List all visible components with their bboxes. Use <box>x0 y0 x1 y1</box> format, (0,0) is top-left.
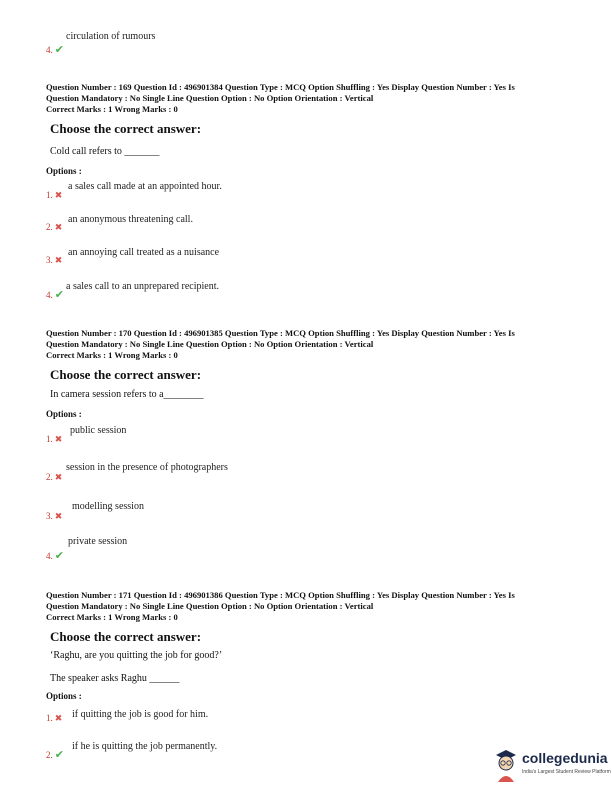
option-text: if quitting the job is good for him. <box>72 709 209 720</box>
option-number-label: 1. <box>46 434 53 444</box>
option-text: an anonymous threatening call. <box>68 214 193 225</box>
option-text: an annoying call treated as a nuisance <box>68 247 220 258</box>
option-number <box>46 222 62 233</box>
cross-icon: ✖ <box>54 511 63 521</box>
cross-icon: ✖ <box>54 472 63 482</box>
option-text: a sales call made at an appointed hour. <box>68 181 222 192</box>
option-number <box>46 549 64 562</box>
question-meta-line2: Question Mandatory : No Single Line Question Option : No Option Orientation : Vertical <box>46 601 374 611</box>
question-meta-line1: Question Number : 169 Question Id : 496901384 Question Type : MCQ Option Shuffling : Yes Display Question Number : Yes Is <box>46 82 515 92</box>
cross-icon: ✖ <box>54 434 63 444</box>
check-icon: ✔ <box>54 289 64 301</box>
option-number-label: 3. <box>46 255 53 265</box>
question-stem: In camera session refers to a________ <box>50 389 204 400</box>
option-number <box>46 511 62 522</box>
option-number-label: 2. <box>46 472 53 482</box>
logo-name: collegedunia <box>522 750 608 766</box>
option-number-label: 4. <box>46 551 53 561</box>
option-number <box>46 748 64 761</box>
option-number-label: 4. <box>46 45 53 55</box>
option-text: public session <box>70 425 127 436</box>
option-text: private session <box>68 536 128 547</box>
option-number <box>46 472 62 483</box>
option-number-label: 1. <box>46 190 53 200</box>
cross-icon: ✖ <box>54 222 63 232</box>
check-icon: ✔ <box>54 749 64 761</box>
question-meta-line2: Question Mandatory : No Single Line Question Option : No Option Orientation : Vertical <box>46 93 374 103</box>
question-meta-line1: Question Number : 171 Question Id : 496901386 Question Type : MCQ Option Shuffling : Yes Display Question Number : Yes Is <box>46 590 515 600</box>
option-text: modelling session <box>72 501 144 512</box>
option-text: if he is quitting the job permanently. <box>72 741 218 752</box>
question-marks: Correct Marks : 1 Wrong Marks : 0 <box>46 350 178 360</box>
option-number <box>46 713 62 724</box>
option-number <box>46 43 64 56</box>
options-label: Options : <box>46 166 82 176</box>
question-marks: Correct Marks : 1 Wrong Marks : 0 <box>46 104 178 114</box>
cross-icon: ✖ <box>54 713 63 723</box>
question-stem: Cold call refers to _______ <box>50 146 160 157</box>
options-label: Options : <box>46 691 82 701</box>
question-marks: Correct Marks : 1 Wrong Marks : 0 <box>46 612 178 622</box>
options-label: Options : <box>46 409 82 419</box>
check-icon: ✔ <box>54 44 64 56</box>
option-number-label: 2. <box>46 222 53 232</box>
cross-icon: ✖ <box>54 190 63 200</box>
option-number-label: 2. <box>46 750 53 760</box>
mascot-icon <box>492 748 520 784</box>
question-stem: The speaker asks Raghu ______ <box>50 673 180 684</box>
question-meta-line2: Question Mandatory : No Single Line Question Option : No Option Orientation : Vertical <box>46 339 374 349</box>
option-number <box>46 434 62 445</box>
question-meta-line1: Question Number : 170 Question Id : 496901385 Question Type : MCQ Option Shuffling : Yes Display Question Number : Yes Is <box>46 328 515 338</box>
option-number-label: 4. <box>46 290 53 300</box>
option-number-label: 3. <box>46 511 53 521</box>
option-number <box>46 190 62 201</box>
option-text: a sales call to an unprepared recipient. <box>66 281 219 292</box>
option-number <box>46 288 64 301</box>
option-text: circulation of rumours <box>66 31 156 42</box>
check-icon: ✔ <box>54 550 64 562</box>
logo-tagline: India's Largest Student Review Platform <box>522 769 611 775</box>
option-number-label: 1. <box>46 713 53 723</box>
question-heading: Choose the correct answer: <box>50 629 202 644</box>
question-heading: Choose the correct answer: <box>50 121 202 136</box>
cross-icon: ✖ <box>54 255 63 265</box>
option-text: session in the presence of photographers <box>66 462 228 473</box>
option-number <box>46 255 62 266</box>
collegedunia-logo <box>492 748 611 786</box>
question-stem-quote: ‘Raghu, are you quitting the job for good?’ <box>50 650 223 661</box>
question-heading: Choose the correct answer: <box>50 367 202 382</box>
